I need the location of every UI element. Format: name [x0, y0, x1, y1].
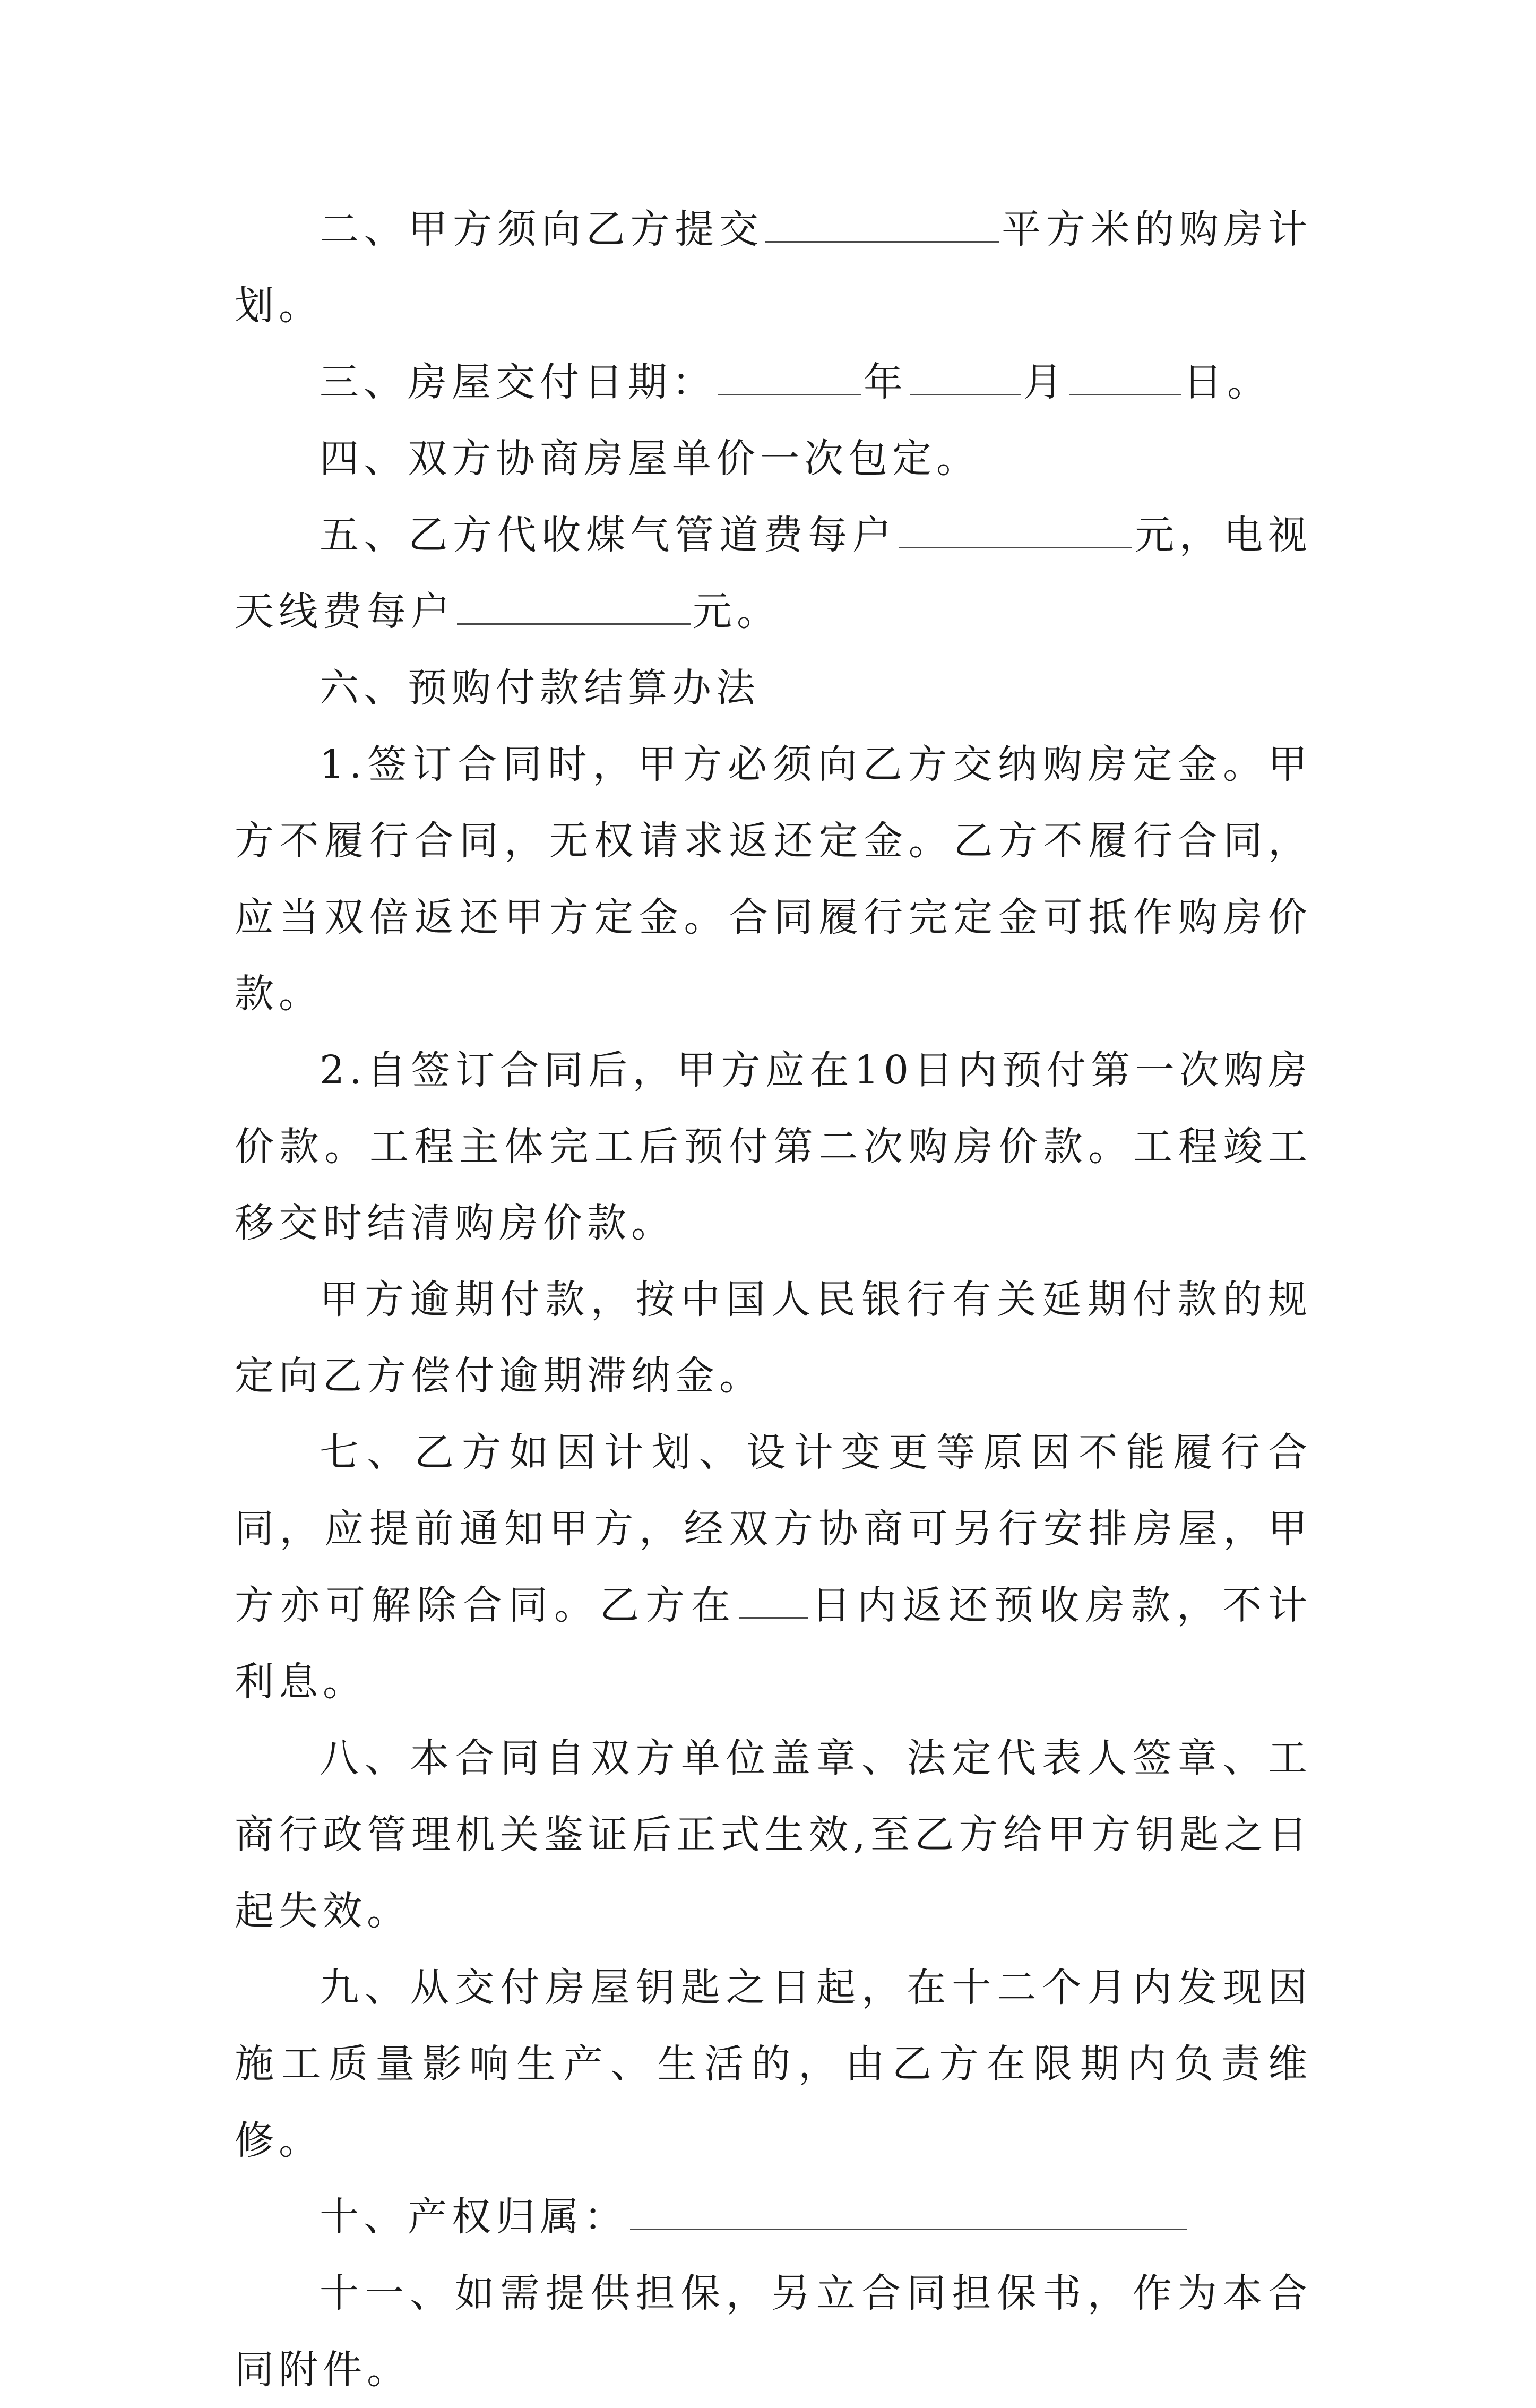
gas-fee-blank — [899, 514, 1132, 548]
clause-11: 十一、如需提供担保，另立合同担保书，作为本合同附件。 — [235, 2271, 1312, 2393]
area-blank — [765, 208, 999, 243]
ownership-blank — [630, 2196, 1187, 2230]
clause-2-text-end: 平方米的购房计划。 — [235, 207, 1313, 329]
month-blank — [910, 361, 1021, 395]
clause-6-late-payment: 甲方逾期付款，按中国人民银行有关延期付款的规定向乙方偿付逾期滞纳金。 — [235, 1277, 1312, 1399]
clause-4: 四、双方协商房屋单价一次包定。 — [320, 436, 980, 481]
clause-5-text-middle: 元，电视天线费每户 — [235, 512, 1313, 634]
clause-3 — [235, 344, 1312, 420]
clause-6-item-1: 1.签订合同时，甲方必须向乙方交纳购房定金。甲方不履行合同，无权请求返还定金。乙方不履行合同，应当双倍返还甲方定金。合同履行完定金可抵作购房价款。 — [235, 742, 1312, 1017]
contract-body — [235, 191, 1312, 2408]
year-label: 年 — [864, 359, 908, 405]
year-blank — [718, 361, 861, 395]
clause-10-text: 十、产权归属： — [320, 2194, 628, 2240]
clause-8: 八、本合同自双方单位盖章、法定代表人签章、工商行政管理机关鉴证后正式生效,至乙方给甲方钥匙之日起失效。 — [235, 1735, 1312, 1934]
clause-5 — [235, 497, 1312, 650]
clause-7-text-end: 日内返还预收房款，不计利息。 — [235, 1583, 1312, 1705]
clause-7-text: 七、乙方如因计划、设计变更等原因不能履行合同，应提前通知甲方，经双方协商可另行安排房屋，甲方亦可解除合同。乙方在 — [235, 1430, 1312, 1628]
clause-2 — [235, 191, 1312, 344]
clause-5-text: 五、乙方代收煤气管道费每户 — [320, 512, 897, 558]
day-label: 日。 — [1183, 359, 1271, 405]
clause-6-item-2: 2.自签订合同后，甲方应在10日内预付第一次购房价款。工程主体完工后预付第二次购房价款。工程竣工移交时结清购房价款。 — [235, 1047, 1312, 1246]
day-blank — [1069, 361, 1181, 395]
clause-2-text: 二、甲方须向乙方提交 — [320, 207, 764, 252]
refund-days-blank — [739, 1584, 808, 1619]
clause-5-text-end: 元。 — [693, 589, 781, 634]
tv-fee-blank — [457, 590, 691, 625]
clause-9: 九、从交付房屋钥匙之日起，在十二个月内发现因施工质量影响生产、生活的，由乙方在限期内负责维修。 — [235, 1965, 1312, 2163]
clause-7 — [235, 1414, 1312, 1720]
clause-6-heading: 六、预购付款结算办法 — [320, 665, 760, 711]
clause-10 — [235, 2179, 1312, 2255]
month-label: 月 — [1023, 359, 1067, 405]
clause-3-text: 三、房屋交付日期： — [320, 359, 716, 405]
